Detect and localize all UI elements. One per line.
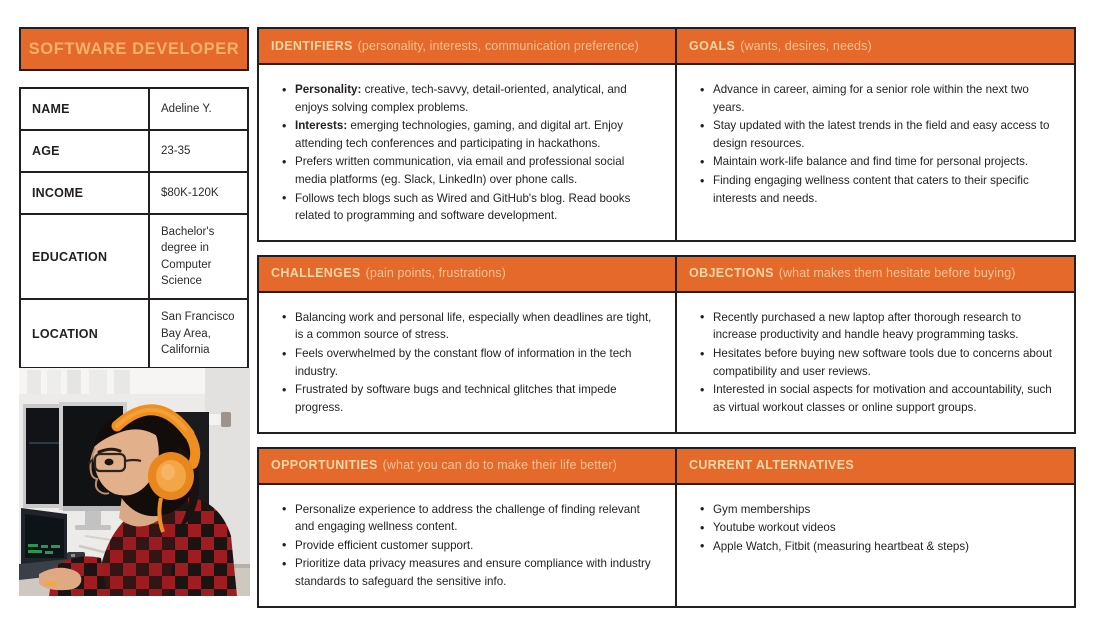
list-item xyxy=(713,117,1056,152)
list-item-text: Frustrated by software bugs and technical glitches that impede progress. xyxy=(295,383,617,414)
attribute-value-age: 23-35 xyxy=(149,130,248,172)
bullet-list-current-alternatives xyxy=(691,501,1060,556)
list-item-lead: Interests: xyxy=(295,119,348,133)
list-item-text: Youtube workout videos xyxy=(713,521,836,535)
list-item-text: Maintain work-life balance and find time for personal projects. xyxy=(713,155,1029,169)
page-title: SOFTWARE DEVELOPER xyxy=(28,39,240,58)
persona-title-banner xyxy=(19,27,249,71)
panel-header-current-alternatives xyxy=(677,449,1074,485)
list-item xyxy=(713,153,1056,171)
list-item xyxy=(713,381,1056,416)
list-item xyxy=(713,172,1056,207)
attribute-key-income: INCOME xyxy=(20,172,149,214)
persona-summary-column xyxy=(19,27,249,369)
bullet-list-goals xyxy=(691,81,1060,207)
panel-subtitle-challenges: (pain points, frustrations) xyxy=(365,266,506,281)
panel-objections xyxy=(676,255,1076,434)
list-item xyxy=(295,81,657,116)
list-item-text: Hesitates before buying new software tools due to concerns about compatibility and user reviews. xyxy=(713,347,1052,378)
list-item-text: creative, tech-savvy, detail-oriented, analytical, and enjoys solving complex problems. xyxy=(295,83,627,114)
list-item xyxy=(295,501,657,536)
list-item xyxy=(295,309,657,344)
list-item xyxy=(295,190,657,225)
panel-title-challenges: CHALLENGES xyxy=(271,266,361,281)
list-item-text: Prefers written communication, via email and professional social media platforms (eg. Slack, LinkedIn) over phone calls. xyxy=(295,155,625,187)
panel-body-challenges xyxy=(259,293,675,432)
bullet-list-challenges xyxy=(273,309,661,417)
list-item xyxy=(713,81,1056,116)
list-item xyxy=(295,153,657,188)
bullet-list-opportunities xyxy=(273,501,661,591)
list-item xyxy=(295,555,657,590)
list-item xyxy=(295,345,657,380)
persona-photo xyxy=(19,368,250,596)
attribute-value-education: Bachelor's degree in Computer Science xyxy=(149,214,248,299)
list-item-text: Advance in career, aiming for a senior role within the next two years. xyxy=(713,83,1029,114)
panel-title-objections: OBJECTIONS xyxy=(689,266,774,281)
panel-body-goals xyxy=(677,65,1074,240)
list-item xyxy=(713,309,1056,344)
list-item xyxy=(295,381,657,416)
list-item xyxy=(713,538,1056,556)
list-item xyxy=(713,519,1056,537)
panel-title-opportunities: OPPORTUNITIES xyxy=(271,458,378,473)
panel-title-goals: GOALS xyxy=(689,38,736,53)
panel-header-opportunities xyxy=(259,449,675,485)
panel-body-objections xyxy=(677,293,1074,432)
list-item-text: Balancing work and personal life, especially when deadlines are tight, is a common source of stress. xyxy=(295,310,652,342)
list-item-text: Personalize experience to address the challenge of finding relevant and engaging wellness content. xyxy=(295,502,640,534)
list-item-text: Gym memberships xyxy=(713,502,811,516)
panel-header-challenges xyxy=(259,257,675,293)
persona-panels-grid xyxy=(257,27,1076,608)
table-row xyxy=(20,88,248,130)
attribute-value-income: $80K-120K xyxy=(149,172,248,214)
panel-subtitle-objections: (what makes them hesitate before buying) xyxy=(778,266,1016,281)
panel-header-identifiers xyxy=(259,29,675,65)
list-item-text: Interested in social aspects for motivation and accountability, such as virtual workout classes or online support groups. xyxy=(713,383,1052,414)
panel-title-identifiers: IDENTIFIERS xyxy=(271,38,353,53)
list-item-text: Feels overwhelmed by the constant flow of information in the tech industry. xyxy=(295,347,632,378)
panel-header-objections xyxy=(677,257,1074,293)
table-row xyxy=(20,299,248,368)
list-item-text: Provide efficient customer support. xyxy=(295,538,474,552)
panel-body-identifiers xyxy=(259,65,675,240)
panel-subtitle-goals: (wants, desires, needs) xyxy=(740,38,872,53)
panel-subtitle-opportunities: (what you can do to make their life better) xyxy=(382,458,617,473)
table-row xyxy=(20,214,248,299)
panel-goals xyxy=(676,27,1076,242)
attribute-key-age: AGE xyxy=(20,130,149,172)
panel-challenges xyxy=(257,255,676,434)
list-item xyxy=(295,117,657,152)
bullet-list-objections xyxy=(691,309,1060,417)
attribute-key-location: LOCATION xyxy=(20,299,149,368)
list-item-text: emerging technologies, gaming, and digital art. Enjoy attending tech conferences and participating in hackathons. xyxy=(295,119,624,150)
panel-body-current-alternatives xyxy=(677,485,1074,606)
list-item-text: Stay updated with the latest trends in the field and easy access to design resources. xyxy=(713,119,1050,150)
panel-title-current-alternatives: CURRENT ALTERNATIVES xyxy=(689,458,855,473)
persona-attributes-table xyxy=(19,87,249,369)
list-item xyxy=(295,537,657,555)
table-row xyxy=(20,172,248,214)
bullet-list-identifiers xyxy=(273,81,661,225)
list-item-text: Apple Watch, Fitbit (measuring heartbeat & steps) xyxy=(713,539,970,553)
panel-header-goals xyxy=(677,29,1074,65)
list-item xyxy=(713,501,1056,519)
attribute-value-location: San Francisco Bay Area, California xyxy=(149,299,248,368)
panel-current-alternatives xyxy=(676,447,1076,608)
list-item-lead: Personality: xyxy=(295,83,362,96)
panel-body-opportunities xyxy=(259,485,675,606)
list-item xyxy=(713,345,1056,380)
attribute-key-name: NAME xyxy=(20,88,149,130)
list-item-text: Follows tech blogs such as Wired and GitHub's blog. Read books related to programming and software development. xyxy=(295,191,631,223)
table-row xyxy=(20,130,248,172)
panel-identifiers xyxy=(257,27,676,242)
attribute-value-name: Adeline Y. xyxy=(149,88,248,130)
list-item-text: Prioritize data privacy measures and ensure compliance with industry standards to safeguard the sensitive info. xyxy=(295,557,651,588)
list-item-text: Recently purchased a new laptop after thorough research to increase productivity and handle heavy programming tasks. xyxy=(713,310,1022,342)
panel-subtitle-identifiers: (personality, interests, communication preference) xyxy=(357,38,639,53)
list-item-text: Finding engaging wellness content that caters to their specific interests and needs. xyxy=(713,174,1029,205)
panel-opportunities xyxy=(257,447,676,608)
attribute-key-education: EDUCATION xyxy=(20,214,149,299)
